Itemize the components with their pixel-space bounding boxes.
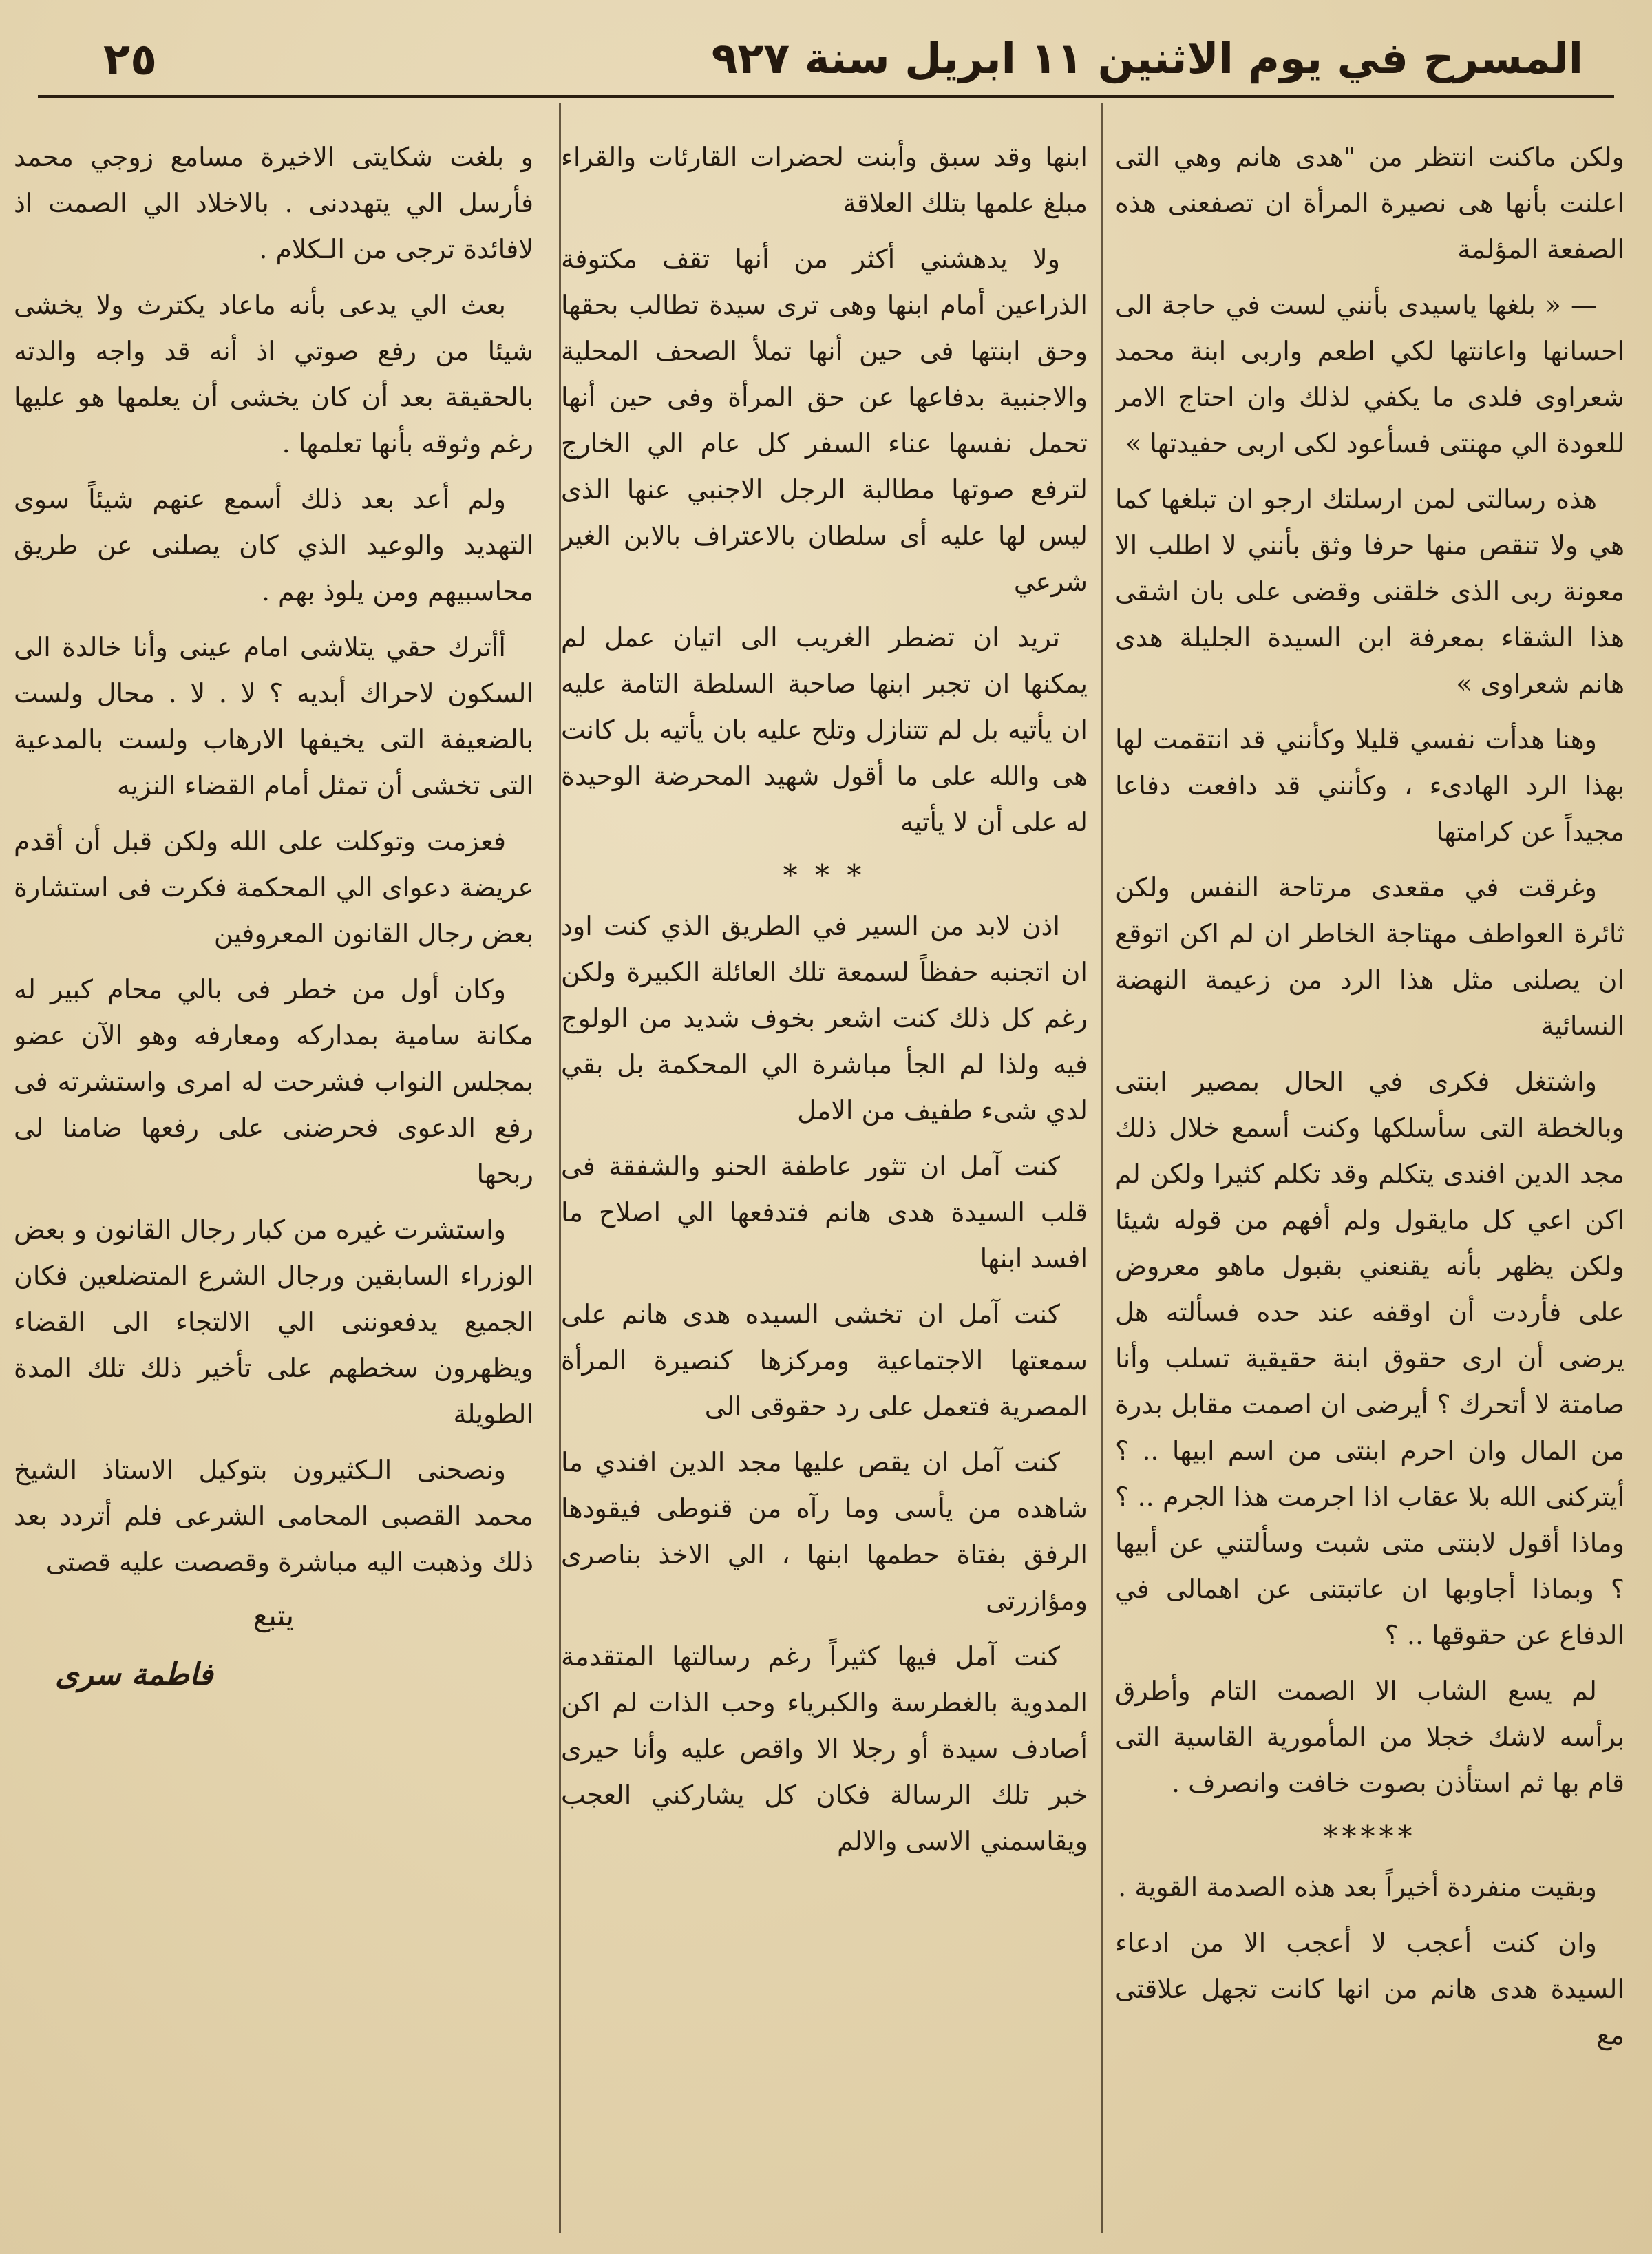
paragraph: هذه رسالتى لمن ارسلتك ارجو ان تبلغها كما هي ولا تنقص منها حرفا وثق بأنني لا اطلب الا معونة ربى الذى خلقنى وقضى على بان اشقى هذا الشقاء بمعرفة ابن السيدة الجليلة هدى هانم شعراوى » [1115, 484, 1624, 699]
paragraph: واشتغل فكرى في الحال بمصير ابنتى وبالخطة التى سأسلكها وكنت أسمع خلال ذلك مجد الدين افندى يتكلم وقد تكلم كثيرا ولكن لم اكن اعي كل مايقول ولم أفهم من قوله شيئا ولكن يظهر بأنه يقنعني بقبول ماهو معروض على فأردت أن اوقفه عند حده فسألته هل يرضى أن ارى حقوق ابنة حقيقية تسلب وأنا صامتة لا أتحرك ؟ أيرضى ان اصمت مقابل بدرة من المال وان احرم ابنتى من اسم ابيها .. ؟ أيتركنى الله بلا عقاب اذا اجرمت هذا الجرم .. ؟ وماذا أقول لابنتى متى شبت وسألتني عن أبيها ؟ وبماذا أجاوبها ان عاتبتنى عن اهمالى في الدفاع عن حقوقها .. ؟ [1115, 1066, 1624, 1650]
quoted-message: — « بلغها ياسيدى بأنني لست في حاجة الى احسانها واعانتها لكي اطعم واربى ابنة محمد شعراوى فلدى ما يكفي لذلك وان احتاج الامر للعودة الي مهنتى فسأعود لكى اربى حفيدتها » [1115, 290, 1624, 459]
paragraph: لم يسع الشاب الا الصمت التام وأطرق برأسه لاشك خجلا من المأمورية القاسية التى قام بها ثم استأذن بصوت خافت وانصرف . [1115, 1676, 1624, 1798]
paragraph: اذن لابد من السير في الطريق الذي كنت اود ان اتجنبه حفظاً لسمعة تلك العائلة الكبيرة ولكن رغم كل ذلك كنت اشعر بخوف شديد من الولوج فيه ولذا لم الجأ مباشرة الي المحكمة بل بقي لدي شىء طفيف من الامل [561, 911, 1088, 1126]
section-separator: * * * [783, 859, 866, 892]
paragraph: وكان أول من خطر فى بالي محام كبير له مكانة سامية بمداركه ومعارفه وهو الآن عضو بمجلس النواب فشرحت له امرى واستشرته فى رفع الدعوى فحرضنى على رفعها ضامنا لى ربحها [14, 974, 533, 1189]
paragraph: و بلغت شكايتى الاخيرة مسامع زوجي محمد فأرسل الي يتهددنى . بالاخلاد الي الصمت اذ لافائدة ترجى من الـكلام . [14, 142, 533, 264]
paragraph: تريد ان تضطر الغريب الى اتيان عمل لم يمكنها ان تجبر ابنها صاحبة السلطة التامة عليه ان يأتيه بل لم تتنازل وتلح عليه بان يأتيه بل كانت هى والله على ما أقول شهيد المحرضة الوحيدة له على أن لا يأتيه [561, 622, 1088, 837]
to-be-continued: يتبع [253, 1599, 295, 1632]
author-signature: فاطمة سرى [55, 1657, 213, 1692]
masthead: المسرح في يوم الاثنين ١١ ابريل سنة ٩٢٧ [711, 33, 1583, 83]
article-column-middle [561, 134, 1088, 2226]
paragraph: ولا يدهشني أكثر من أنها تقف مكتوفة الذراعين أمام ابنها وهى ترى سيدة تطالب بحقها وحق ابنتها فى حين أنها تملأ الصحف المحلية والاجنبية بدفاعها عن حق المرأة وفى حين أنها تحمل نفسها عناء السفر كل عام الي الخارج لترفع صوتها مطالبة الرجل الاجنبي عنها الذى ليس لها عليه أى سلطان بالاعتراف بالابن الغير شرعي [561, 244, 1088, 597]
paragraph: ونصحنى الـكثيرون بتوكيل الاستاذ الشيخ محمد القصبى المحامى الشرعى فلم أتردد بعد ذلك وذهبت اليه مباشرة وقصصت عليه قصتى [14, 1455, 533, 1577]
paragraph: فعزمت وتوكلت على الله ولكن قبل أن أقدم عريضة دعواى الي المحكمة فكرت فى استشارة بعض رجال القانون المعروفين [14, 826, 533, 949]
page-number: ٢٥ [103, 34, 158, 85]
paragraph: كنت آمل فيها كثيراً رغم رسالتها المتقدمة المدوية بالغطرسة والكبرياء وحب الذات لم اكن أصادف سيدة أو رجلا الا واقص عليه وأنا حيرى خبر تلك الرسالة فكان كل يشاركني العجب ويقاسمني الاسى والالم [561, 1641, 1088, 1856]
paragraph: وغرقت في مقعدى مرتاحة النفس ولكن ثائرة العواطف مهتاجة الخاطر ان لم اكن اتوقع ان يصلنى مثل هذا الرد من زعيمة النهضة النسائية [1115, 872, 1624, 1041]
paragraph: بعث الي يدعى بأنه ماعاد يكترث ولا يخشى شيئا من رفع صوتي اذ أنه قد واجه والدته بالحقيقة بعد أن كان يخشى أن يعلمها هو عليها رغم وثوقه بأنها تعلمها . [14, 290, 533, 459]
paragraph: وبقيت منفردة أخيراً بعد هذه الصدمة القوية . [1118, 1872, 1597, 1902]
paragraph: ولم أعد بعد ذلك أسمع عنهم شيئاً سوى التهديد والوعيد الذي كان يصلنى عن طريق محاسبيهم ومن يلوذ بهم . [14, 484, 533, 607]
page-header [41, 28, 1611, 96]
paragraph: كنت آمل ان تثور عاطفة الحنو والشفقة فى قلب السيدة هدى هانم فتدفعها الي اصلاح ما افسد ابنها [561, 1151, 1088, 1274]
paragraph: وهنا هدأت نفسي قليلا وكأنني قد انتقمت لها بهذا الرد الهادىء ، وكأنني قد دافعت دفاعا مجيداً عن كرامتها [1115, 724, 1624, 847]
paragraph: أأترك حقي يتلاشى امام عينى وأنا خالدة الى السكون لاحراك أبديه ؟ لا . لا . محال ولست بالضعيفة التى يخيفها الارهاب ولست بالمدعية التى تخشى أن تمثل أمام القضاء النزيه [14, 632, 533, 801]
section-separator: ***** [1323, 1820, 1417, 1853]
paragraph: كنت آمل ان يقص عليها مجد الدين افندي ما شاهده من يأسى وما رآه من قنوطى فيقودها الرفق بفتاة حطمها ابنها ، الي الاخذ بناصرى ومؤازرتى [561, 1447, 1088, 1616]
paragraph: واستشرت غيره من كبار رجال القانون و بعض الوزراء السابقين ورجال الشرع المتضلعين فكان الجميع يدفعوننى الي الالتجاء الى القضاء ويظهرون سخطهم على تأخير ذلك تلك المدة الطويلة [14, 1214, 533, 1429]
paragraph: ابنها وقد سبق وأبنت لحضرات القارئات والقراء مبلغ علمها بتلك العلاقة [561, 142, 1088, 218]
article-column-right [1115, 134, 1624, 2226]
article-column-left [14, 134, 533, 2226]
header-rule [38, 95, 1614, 98]
column-divider-right [1101, 103, 1103, 2233]
paragraph: وان كنت أعجب لا أعجب الا من ادعاء السيدة هدى هانم من انها كانت تجهل علاقتى مع [1115, 1928, 1624, 2050]
paragraph: كنت آمل ان تخشى السيده هدى هانم على سمعتها الاجتماعية ومركزها كنصيرة المرأة المصرية فتعمل على رد حقوقى الى [561, 1299, 1088, 1422]
paragraph: ولكن ماكنت انتظر من "هدى هانم وهي التى اعلنت بأنها هى نصيرة المرأة ان تصفعنى هذه الصفعة المؤلمة [1115, 142, 1624, 264]
